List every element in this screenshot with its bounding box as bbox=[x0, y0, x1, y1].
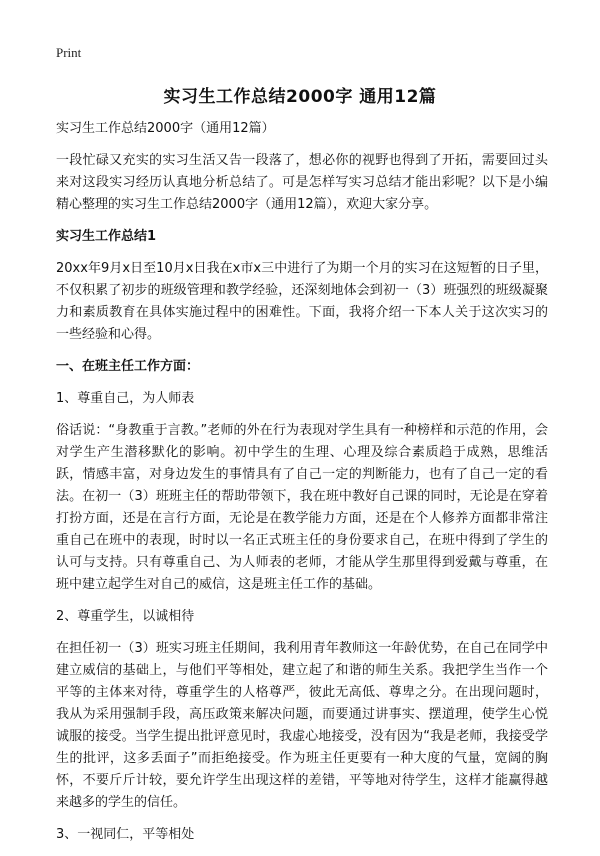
sub1-paragraph: 俗话说：“身教重于言教。”老师的外在行为表现对学生具有一种榜样和示范的作用，会对学生产生潜移默化的影响。初中学生的生理、心理及综合素质趋于成熟，思维活跃，情感丰富，对身边发生的事情具有了自己一定的判断能力，也有了自己一定的看法。在初一（3）班班主任的帮助带领下，我在班中教好自己课的同时，无论是在穿着打扮方面，还是在言行方面，无论是在教学能力方面，还是在个人修养方面都非常注重自己在班中的表现，时时以一名正式班主任的身份要求自己，在班中得到了学生的认可与支持。只有尊重自己、为人师表的老师，才能从学生那里得到爱戴与尊重，在班中建立起学生对自己的威信，这是班主任工作的基础。 bbox=[56, 423, 548, 592]
sub2-paragraph: 在担任初一（3）班实习班主任期间，我利用青年教师这一年龄优势，在自己在同学中建立威信的基础上，与他们平等相处，建立起了和谐的师生关系。我把学生当作一个平等的主体来对待，尊重学生的人格尊严，彼此无高低、尊卑之分。在出现问题时，我从为采用强制手段，高压政策来解决问题，而要通过讲事实、摆道理，使学生心悦诚服的接受。当学生提出批评意见时，我虚心地接受，没有因为“我是老师，我接受学生的批评，这多丢面子”而拒绝接受。作为班主任更要有一种大度的气量，宽阔的胸怀，不要斤斤计较，要允许学生出现这样的差错，平等地对待学生，这样才能赢得越来越多的学生的信任。 bbox=[56, 641, 548, 810]
section1-paragraph: 20xx年9月x日至10月x日我在x市x三中进行了为期一个月的实习在这短暂的日子里，不仅积累了初步的班级管理和教学经验，还深刻地体会到初一（3）班强烈的班级凝聚力和素质教育在具体实施过程中的困难性。下面，我将介绍一下本人关于这次实习的一些经验和心得。 bbox=[56, 261, 548, 342]
page-title: 实习生工作总结2000字 通用12篇 bbox=[163, 87, 437, 107]
part-heading-1: 一、在班主任工作方面： bbox=[56, 359, 200, 374]
subheading-1: 1、尊重自己，为人师表 bbox=[56, 391, 195, 406]
document-subtitle: 实习生工作总结2000字（通用12篇） bbox=[56, 121, 275, 136]
document-body bbox=[56, 118, 548, 856]
intro-paragraph: 一段忙碌又充实的实习生活又告一段落了，想必你的视野也得到了开拓，需要回过头来对这段实习经历认真地分析总结了。可是怎样写实习总结才能出彩呢？以下是小编精心整理的实习生工作总结2000字（通用12篇），欢迎大家分享。 bbox=[56, 153, 548, 212]
subheading-2: 2、尊重学生，以诚相待 bbox=[56, 609, 195, 624]
subheading-3: 3、一视同仁，平等相处 bbox=[56, 827, 195, 842]
print-label[interactable]: Print bbox=[56, 45, 82, 60]
section-heading-1: 实习生工作总结1 bbox=[56, 229, 157, 244]
